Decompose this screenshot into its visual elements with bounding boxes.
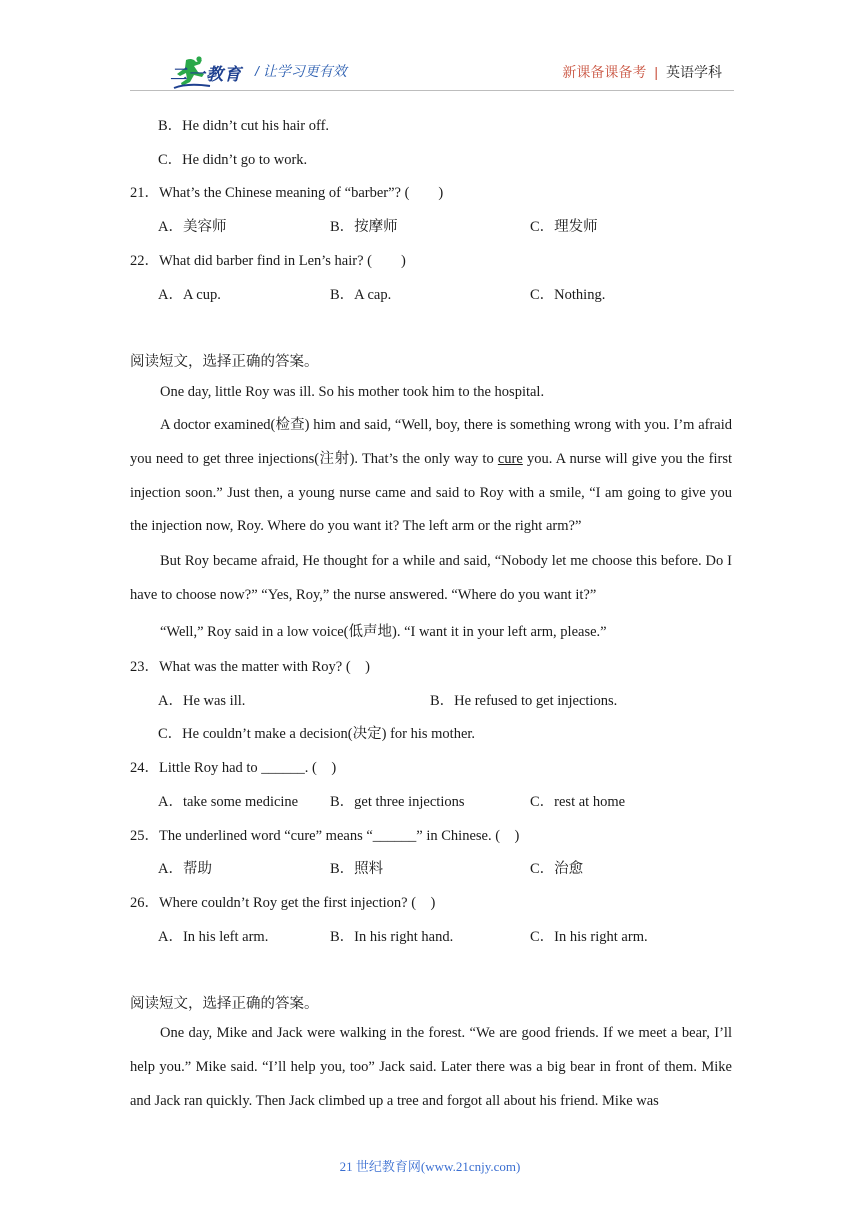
section2-paragraph-3 <box>130 545 732 613</box>
page-footer: 21 世纪教育网(www.21cnjy.com) <box>339 1159 521 1174</box>
q25-option-a: A．帮助 <box>158 861 212 877</box>
q20-option-c: C．He didn’t go to work. <box>158 152 308 168</box>
paragraph-2-part-b: you. A nurse will give you the first injection soon.” Just then, a young nurse came and said to Roy with a smile, “I am going to give you the injection now, Roy. Where do you want it? The left arm or the right arm?” <box>130 450 732 535</box>
section2-paragraph-1: One day, little Roy was ill. So his mother took him to the hospital. <box>160 384 545 400</box>
q24-option-c: C．rest at home <box>530 794 626 810</box>
section3-instruction: 阅读短文，选择正确的答案。 <box>130 996 319 1012</box>
q26-option-c: C．In his right arm. <box>530 929 648 945</box>
q21-option-b: B．按摩师 <box>330 219 398 235</box>
q23-option-b: B．He refused to get injections. <box>430 693 618 709</box>
q22-option-c: C．Nothing. <box>530 287 606 303</box>
page-header <box>0 0 860 100</box>
q26-option-a: A．In his left arm. <box>158 929 269 945</box>
q22-option-a: A．A cup. <box>158 287 221 303</box>
underlined-word-cure: cure <box>497 450 523 467</box>
q26-option-b: B．In his right hand. <box>330 929 454 945</box>
q21-option-a: A．美容师 <box>158 219 227 235</box>
logo-text: 二一教育 <box>170 65 242 84</box>
header-right <box>562 62 722 82</box>
q25-option-b: B．照料 <box>330 861 384 877</box>
paragraph-2-part-a: A doctor examined(检查) him and said, “Well, boy, there is something wrong with you. I’m afraid you need to get three injections(注射). That’s the only way to <box>130 417 732 467</box>
q22-stem: 22．What did barber find in Len’s hair? ( ) <box>130 253 406 269</box>
q25-stem: 25．The underlined word “cure” means “______” in Chinese. ( ) <box>130 828 520 844</box>
q23-stem: 23．What was the matter with Roy? ( ) <box>130 659 370 675</box>
section2-paragraph-2 <box>130 409 732 544</box>
paragraph-3-text: But Roy became afraid, He thought for a while and said, “Nobody let me choose this before. Do I have to choose now?” “Yes, Roy,” the nurse answered. “Where do you want it?” <box>130 553 732 603</box>
section3-paragraph-1 <box>130 1017 732 1118</box>
header-subject-right: 英语学科 <box>666 64 722 80</box>
q21-stem: 21．What’s the Chinese meaning of “barber”? ( ) <box>130 185 444 201</box>
section3-paragraph-1-text: One day, Mike and Jack were walking in the forest. “We are good friends. If we meet a bear, I’ll help you.” Mike said. “I’ll help you, too” Jack said. Later there was a big bear in front of them. Mike and Jack ran quickly. Then Jack climbed up a tree and forgot all about his friend. Mike was <box>130 1025 732 1109</box>
q26-stem: 26．Where couldn’t Roy get the first injection? ( ) <box>130 895 436 911</box>
q22-option-b: B．A cap. <box>330 287 392 303</box>
header-slogan: / 让学习更有效 <box>255 63 347 79</box>
header-separator: | <box>654 64 658 80</box>
q24-option-a: A．take some medicine <box>158 794 299 810</box>
section2-paragraph-4: “Well,” Roy said in a low voice(低声地). “I want it in your left arm, please.” <box>160 624 607 640</box>
section2-instruction: 阅读短文，选择正确的答案。 <box>130 354 319 370</box>
q23-option-a: A．He was ill. <box>158 693 246 709</box>
q21-option-c: C．理发师 <box>530 219 598 235</box>
q24-stem: 24．Little Roy had to ______. ( ) <box>130 760 337 776</box>
q25-option-c: C．治愈 <box>530 861 584 877</box>
q20-option-b: B．He didn’t cut his hair off. <box>158 118 330 134</box>
q24-option-b: B．get three injections <box>330 794 465 810</box>
q23-option-c: C．He couldn’t make a decision(决定) for his mother. <box>158 726 476 742</box>
header-subject-left: 新课备课备考 <box>562 64 647 80</box>
header-divider <box>130 90 734 91</box>
